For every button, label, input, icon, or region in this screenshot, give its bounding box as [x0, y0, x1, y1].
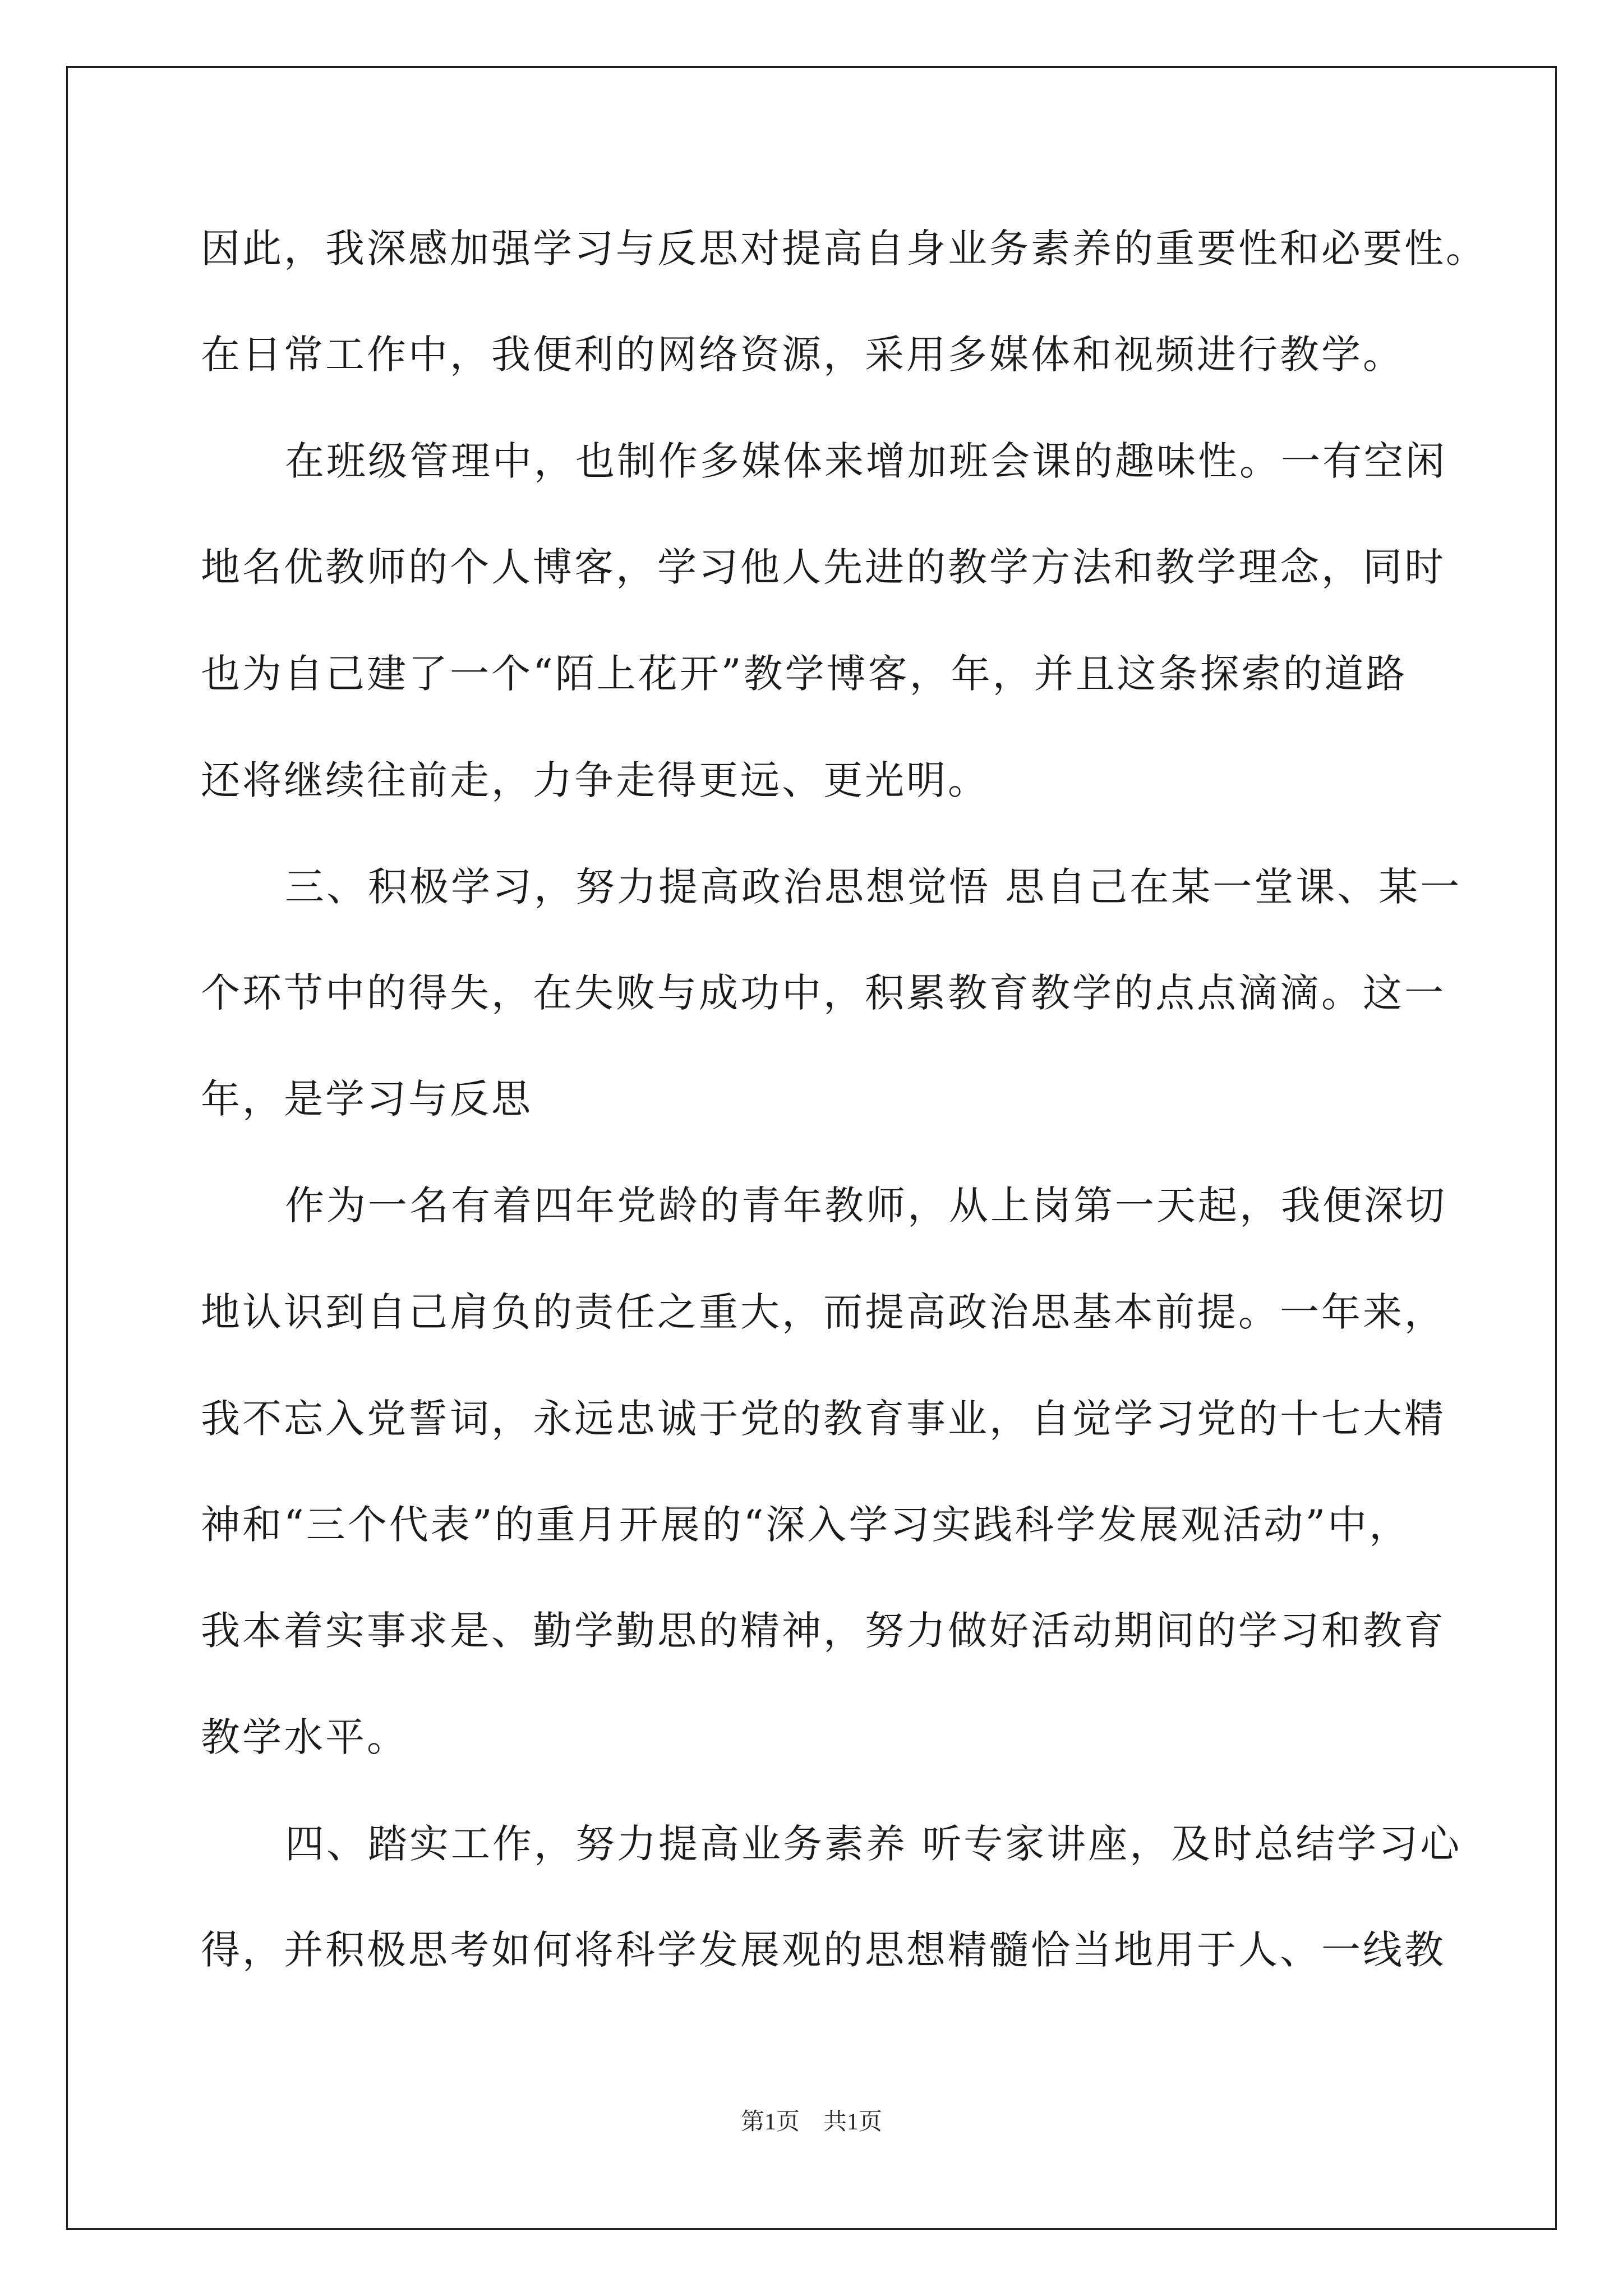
- body-line: 教学水平。: [201, 1714, 408, 1760]
- body-line: 在班级管理中，也制作多媒体来增加班会课的趣味性。一有空闲: [285, 438, 1447, 484]
- body-line: 地名优教师的个人博客，学习他人先进的教学方法和教学理念，同时: [201, 544, 1446, 590]
- body-line: 作为一名有着四年党龄的青年教师，从上岗第一天起，我便深切: [285, 1182, 1447, 1228]
- body-line: 神和“三个代表”的重月开展的“深入学习实践科学发展观活动”中，: [201, 1502, 1411, 1548]
- body-line: 在日常工作中，我便利的网络资源，采用多媒体和视频进行教学。: [201, 332, 1404, 378]
- page-border: [66, 66, 1557, 2230]
- body-line: 四、踏实工作，努力提高业务素养 听专家讲座，及时总结学习心: [285, 1821, 1462, 1867]
- body-line: 我不忘入党誓词，永远忠诚于党的教育事业，自觉学习党的十七大精: [201, 1396, 1446, 1442]
- body-line: 个环节中的得失，在失败与成功中，积累教育教学的点点滴滴。这一: [201, 970, 1446, 1016]
- body-line: 我本着实事求是、勤学勤思的精神，努力做好活动期间的学习和教育: [201, 1608, 1446, 1654]
- page-number: 第1页 共1页: [740, 2109, 882, 2135]
- body-line: 得，并积极思考如何将科学发展观的思想精髓恰当地用于人、一线教: [201, 1927, 1446, 1973]
- body-line: 年，是学习与反思: [201, 1076, 533, 1122]
- body-line: 因此，我深感加强学习与反思对提高自身业务素养的重要性和必要性。: [201, 226, 1487, 272]
- body-line: 也为自己建了一个“陌上花开”教学博客，年，并且这条探索的道路: [201, 651, 1408, 697]
- body-line: 三、积极学习，努力提高政治思想觉悟 思自己在某一堂课、某一: [285, 864, 1462, 910]
- body-line: 还将继续往前走，力争走得更远、更光明。: [201, 757, 989, 803]
- body-line: 地认识到自己肩负的责任之重大，而提高政治思基本前提。一年来，: [201, 1289, 1446, 1335]
